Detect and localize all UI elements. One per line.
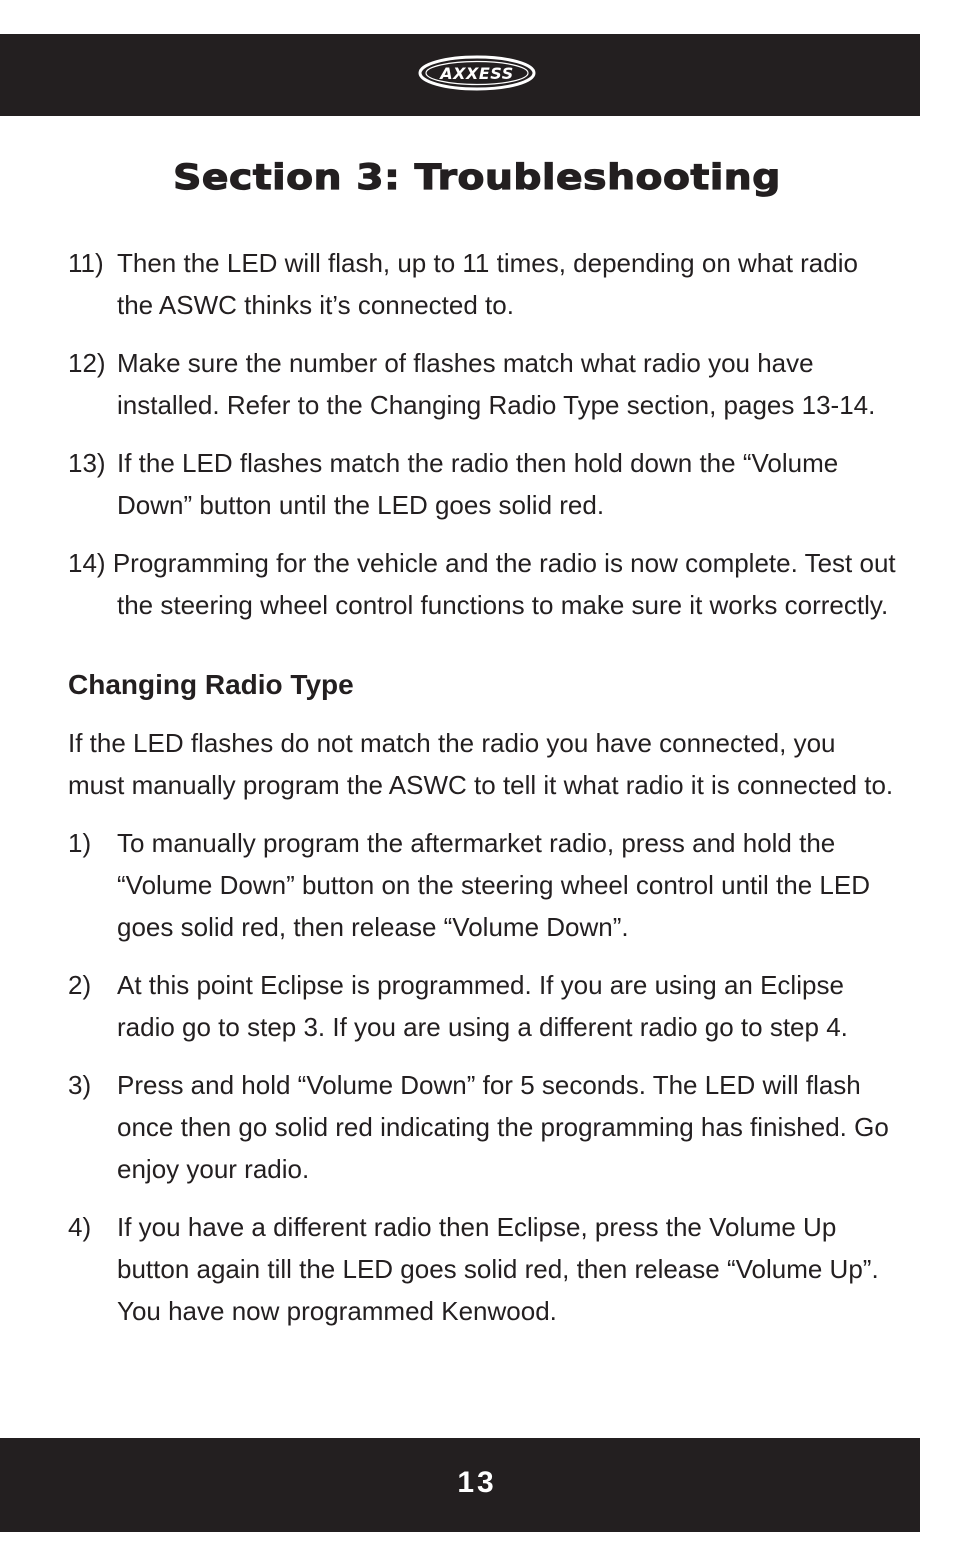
item-text: If the LED flashes match the radio then hold down the “Volume Down” button until the LED goes solid red. [117, 448, 839, 520]
item-text-first-line: Programming for the vehicle and the radio is now complete. Test out [112, 548, 896, 578]
page-title: Section 3: Troubleshooting [173, 158, 781, 198]
item-number: 11) [68, 248, 104, 278]
item-number: 2) [68, 970, 92, 1000]
item-text: Make sure the number of flashes match what radio you have installed. Refer to the Changing Radio Type section, pages 13-14. [117, 348, 876, 420]
section-subheading: Changing Radio Type [68, 669, 354, 700]
header-bar [0, 34, 920, 116]
item-text: Then the LED will flash, up to 11 times, depending on what radio the ASWC thinks it’s connected to. [117, 248, 858, 320]
list-item [68, 964, 898, 1048]
logo-text: AXXESS [440, 64, 514, 83]
axxess-logo [417, 53, 537, 93]
item-text: Press and hold “Volume Down” for 5 seconds. The LED will flash once then go solid red indicating the programming has finished. Go enjoy your radio. [117, 1070, 889, 1184]
item-text: At this point Eclipse is programmed. If you are using an Eclipse radio go to step 3. If you are using a different radio go to step 4. [117, 970, 848, 1042]
item-text: To manually program the aftermarket radio, press and hold the “Volume Down” button on the steering wheel control until the LED goes solid red, then release “Volume Down”. [117, 828, 870, 942]
item-text: If you have a different radio then Eclipse, press the Volume Up button again till the LED goes solid red, then release “Volume Up”. You have now programmed Kenwood. [117, 1212, 879, 1326]
intro-paragraph: If the LED flashes do not match the radio you have connected, you must manually program the ASWC to tell it what radio it is connected to. [68, 728, 894, 800]
item-text-rest: the steering wheel control functions to make sure it works correctly. [117, 590, 889, 620]
item-number: 4) [68, 1212, 92, 1242]
list-item [68, 1206, 898, 1332]
item-number: 1) [68, 828, 92, 858]
list-item [68, 822, 898, 948]
list-item [68, 1064, 898, 1190]
list-item [68, 342, 898, 426]
footer-bar [0, 1438, 920, 1532]
item-number: 3) [68, 1070, 92, 1100]
item-number: 13) [68, 448, 106, 478]
page-number: 13 [457, 1466, 497, 1499]
list-item [68, 542, 898, 626]
list-item [68, 242, 898, 326]
document-body [68, 242, 898, 1348]
item-number: 12) [68, 348, 106, 378]
item-number: 14) [68, 548, 106, 578]
list-item [68, 442, 898, 526]
